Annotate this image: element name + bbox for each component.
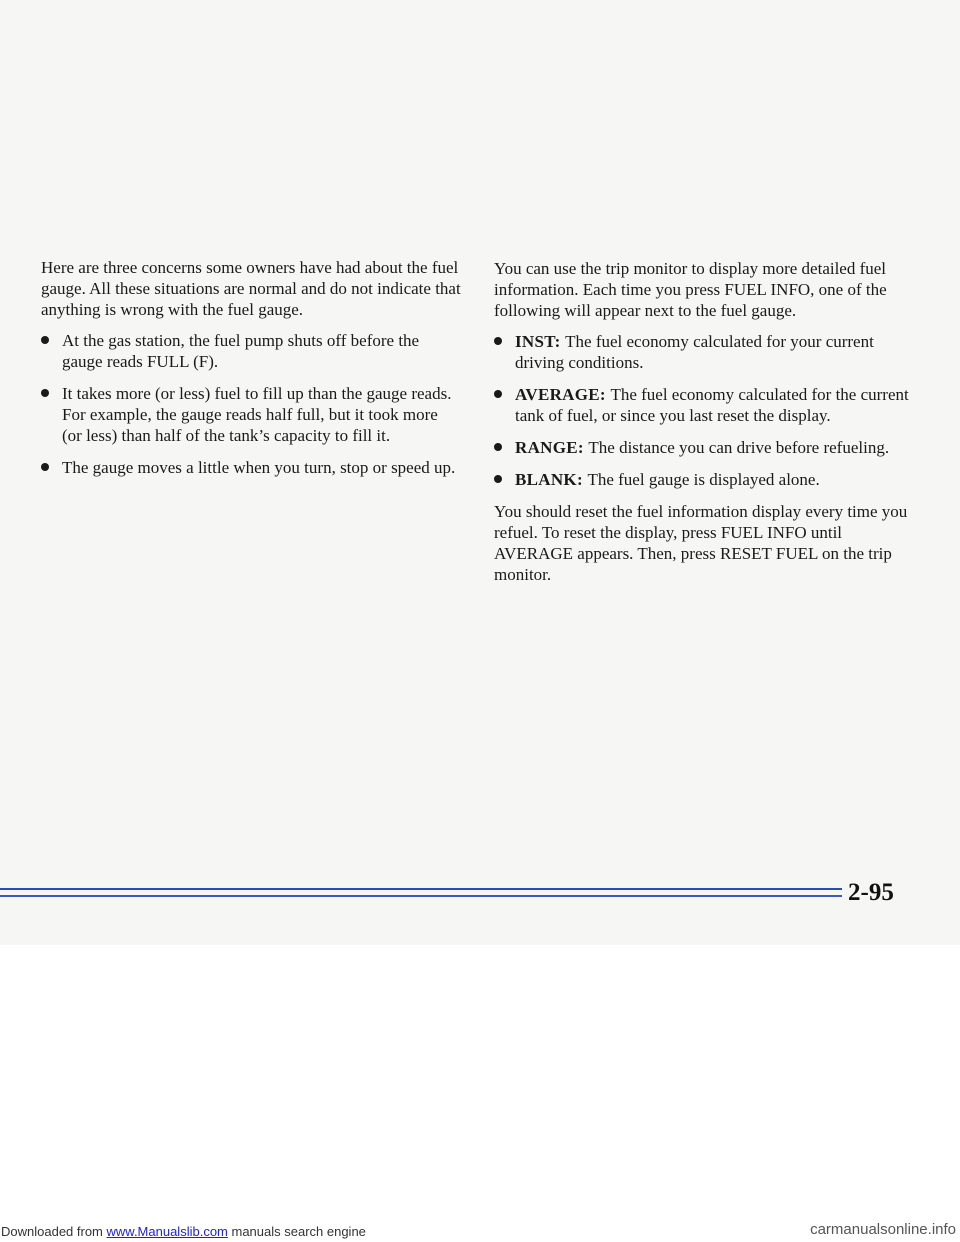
bullet-icon [41,389,49,397]
footer-prefix: Downloaded from [1,1224,107,1239]
trip-monitor-intro: You can use the trip monitor to display more detailed fuel information. Each time you press FUEL INFO, one of the following will appear next to the fuel gauge. [494,259,887,320]
list-item [494,384,910,426]
page-number: 2-95 [848,879,894,906]
mode-description: The fuel economy calculated for your current driving conditions. [515,332,874,372]
fuel-gauge-concerns-intro: Here are three concerns some owners have had about the fuel gauge. All these situations are normal and do not indicate that anything is wrong with the fuel gauge. [41,258,461,319]
list-item [494,469,910,490]
watermark-text: carmanualsonline.info [810,1221,956,1238]
list-item-text: At the gas station, the fuel pump shuts off before the gauge reads FULL (F). [62,331,420,371]
reset-instructions: You should reset the fuel information display every time you refuel. To reset the display, press FUEL INFO until AVERAGE appears. Then, press RESET FUEL on the trip monitor. [494,502,908,584]
bullet-icon [41,336,49,344]
mode-term-range: RANGE: [515,438,589,457]
mode-term-average: AVERAGE: [515,385,611,404]
download-footer [0,1222,960,1242]
mode-description: The distance you can drive before refueling. [588,438,890,457]
right-column [494,258,910,595]
bullet-icon [494,475,502,483]
concerns-list [41,330,461,478]
list-item [41,457,461,478]
mode-description: The fuel gauge is displayed alone. [587,470,820,489]
fuel-info-modes-list [494,331,910,490]
footer-suffix: manuals search engine [227,1224,366,1239]
bullet-icon [494,443,502,451]
mode-term-inst: INST: [515,332,566,351]
left-column [41,257,461,489]
list-item [494,331,910,373]
bullet-icon [41,463,49,471]
list-item-text: The gauge moves a little when you turn, stop or speed up. [62,458,456,477]
list-item [41,383,461,446]
list-item [41,330,461,372]
bullet-icon [494,337,502,345]
manualslib-link[interactable]: www.Manualslib.com [106,1224,228,1239]
list-item [494,437,910,458]
mode-term-blank: BLANK: [515,470,588,489]
footer-rule [0,888,842,890]
footer-rule [0,895,842,897]
list-item-text: It takes more (or less) fuel to fill up than the gauge reads. For example, the gauge reads half full, but it took more (or less) than half of the tank’s capacity to fill it. [62,384,452,445]
bullet-icon [494,390,502,398]
mode-description: The fuel economy calculated for the current tank of fuel, or since you last reset the display. [515,385,909,425]
footer-source-text [1,1222,366,1242]
